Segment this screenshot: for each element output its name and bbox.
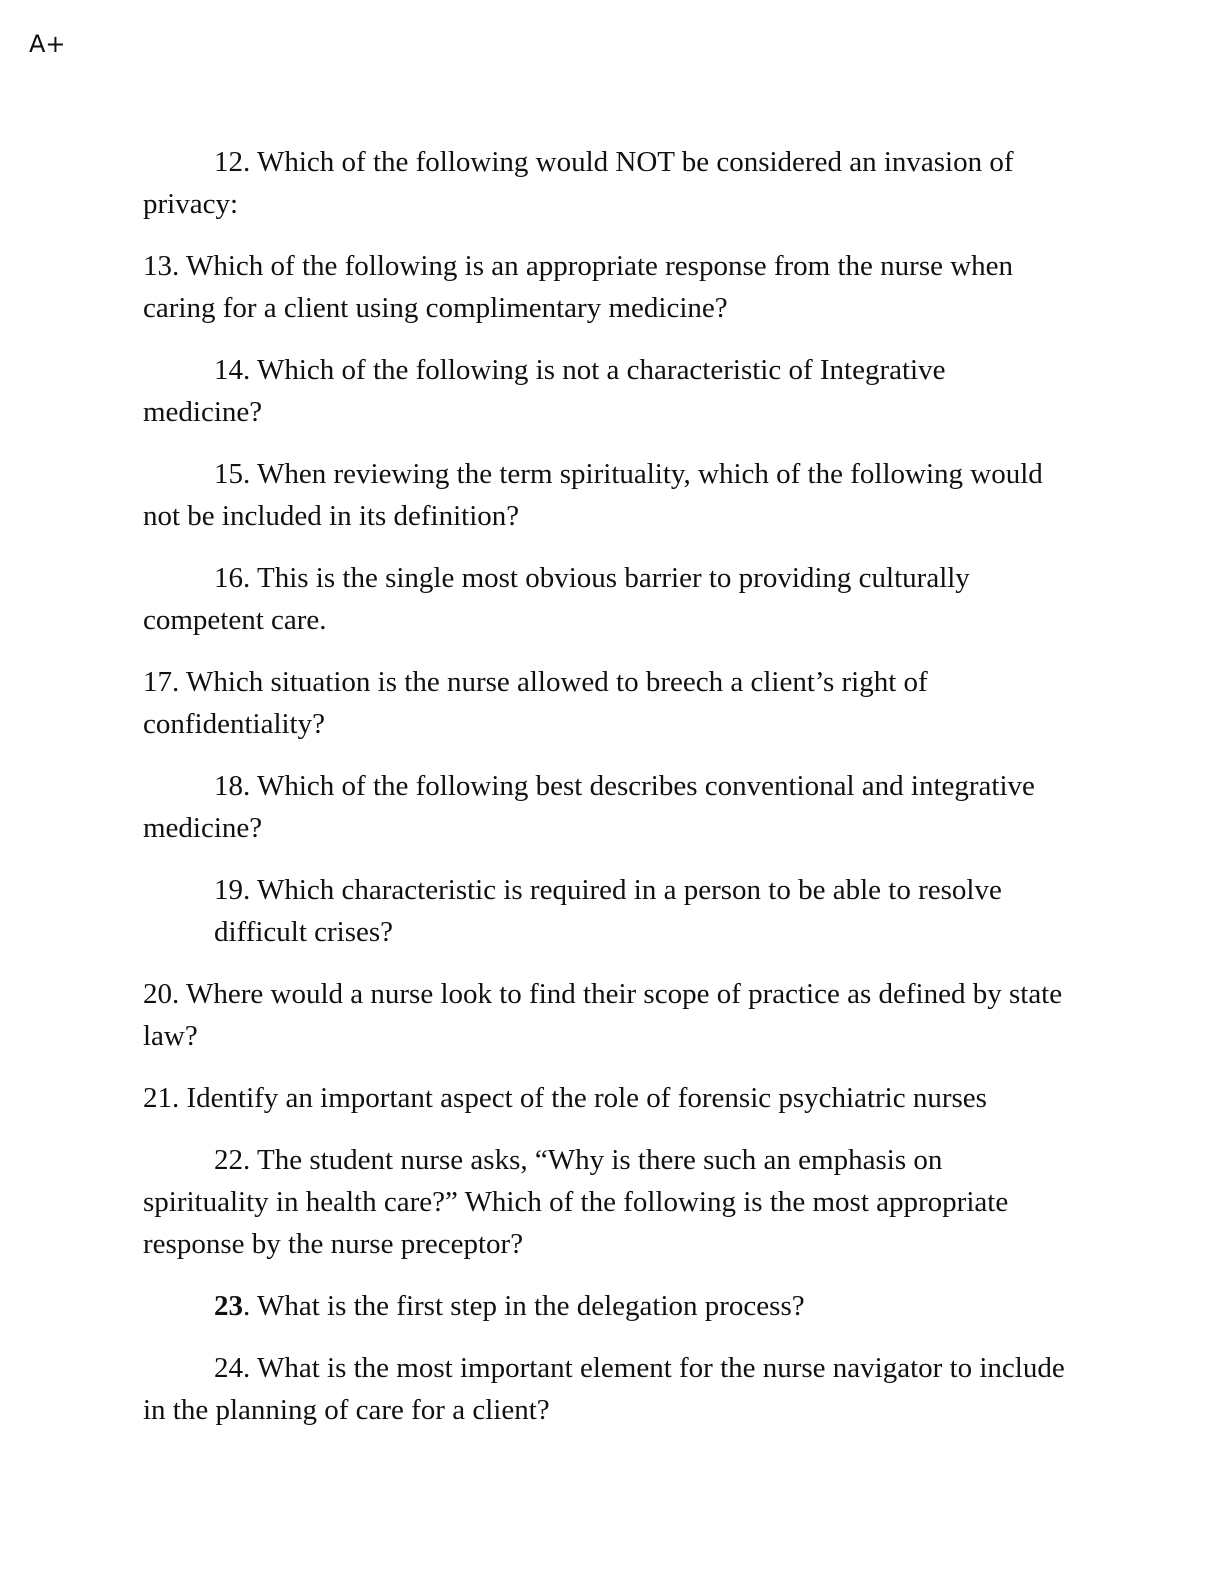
question-number: 13: [143, 250, 172, 282]
question-19: 19. Which characteristic is required in a person to be able to resolve difficult crises?: [214, 874, 1002, 948]
question-number: 24: [214, 1352, 243, 1384]
question-22: 22. The student nurse asks, “Why is there such an emphasis on spirituality in health care?” Which of the following is the most appropriate response by the nurse preceptor?: [143, 1144, 1009, 1260]
question-text: Which of the following is an appropriate response from the nurse when caring for a client using complimentary medicine?: [143, 250, 1014, 324]
question-text: What is the most important element for the nurse navigator to include in the planning of care for a client?: [143, 1352, 1065, 1426]
question-text: Which of the following would NOT be considered an invasion of privacy:: [143, 146, 1014, 220]
question-text: The student nurse asks, “Why is there such an emphasis on spirituality in health care?” Which of the following is the most appropriate response by the nurse preceptor?: [143, 1144, 1009, 1260]
question-number: 15: [214, 458, 243, 490]
question-17: 17. Which situation is the nurse allowed to breech a client’s right of confidentiality?: [143, 666, 928, 740]
question-text: Which situation is the nurse allowed to breech a client’s right of confidentiality?: [143, 666, 928, 740]
question-18: 18. Which of the following best describes conventional and integrative medicine?: [143, 770, 1035, 844]
question-number: 22: [214, 1144, 243, 1176]
question-number: 16: [214, 562, 243, 594]
question-23: 23. What is the first step in the delegation process?: [214, 1290, 805, 1322]
question-text: Identify an important aspect of the role of forensic psychiatric nurses: [186, 1082, 987, 1114]
question-text: Which of the following is not a characteristic of Integrative medicine?: [143, 354, 946, 428]
question-text: This is the single most obvious barrier to providing culturally competent care.: [143, 562, 970, 636]
question-24: 24. What is the most important element for the nurse navigator to include in the planning of care for a client?: [143, 1352, 1065, 1426]
question-number: 12: [214, 146, 243, 178]
grade-mark: A+: [29, 30, 66, 58]
question-21: 21. Identify an important aspect of the role of forensic psychiatric nurses: [143, 1082, 987, 1114]
question-number: 14: [214, 354, 243, 386]
question-text: What is the first step in the delegation process?: [256, 1290, 805, 1322]
question-text: Which characteristic is required in a person to be able to resolve difficult crises?: [214, 874, 1002, 948]
question-list: [143, 141, 1068, 1451]
question-number: 19: [214, 874, 243, 906]
question-text: When reviewing the term spirituality, which of the following would not be included in its definition?: [143, 458, 1043, 532]
question-text: Which of the following best describes conventional and integrative medicine?: [143, 770, 1035, 844]
question-number: 17: [143, 666, 172, 698]
question-number: 23: [214, 1290, 243, 1322]
question-number: 18: [214, 770, 243, 802]
question-15: 15. When reviewing the term spirituality, which of the following would not be included in its definition?: [143, 458, 1043, 532]
question-text: Where would a nurse look to find their scope of practice as defined by state law?: [143, 978, 1063, 1052]
question-20: 20. Where would a nurse look to find their scope of practice as defined by state law?: [143, 978, 1063, 1052]
question-14: 14. Which of the following is not a characteristic of Integrative medicine?: [143, 354, 946, 428]
question-13: 13. Which of the following is an appropriate response from the nurse when caring for a client using complimentary medicine?: [143, 250, 1014, 324]
question-number: 20: [143, 978, 172, 1010]
question-12: 12. Which of the following would NOT be considered an invasion of privacy:: [143, 146, 1014, 220]
question-number: 21: [143, 1082, 172, 1114]
question-16: 16. This is the single most obvious barrier to providing culturally competent care.: [143, 562, 970, 636]
